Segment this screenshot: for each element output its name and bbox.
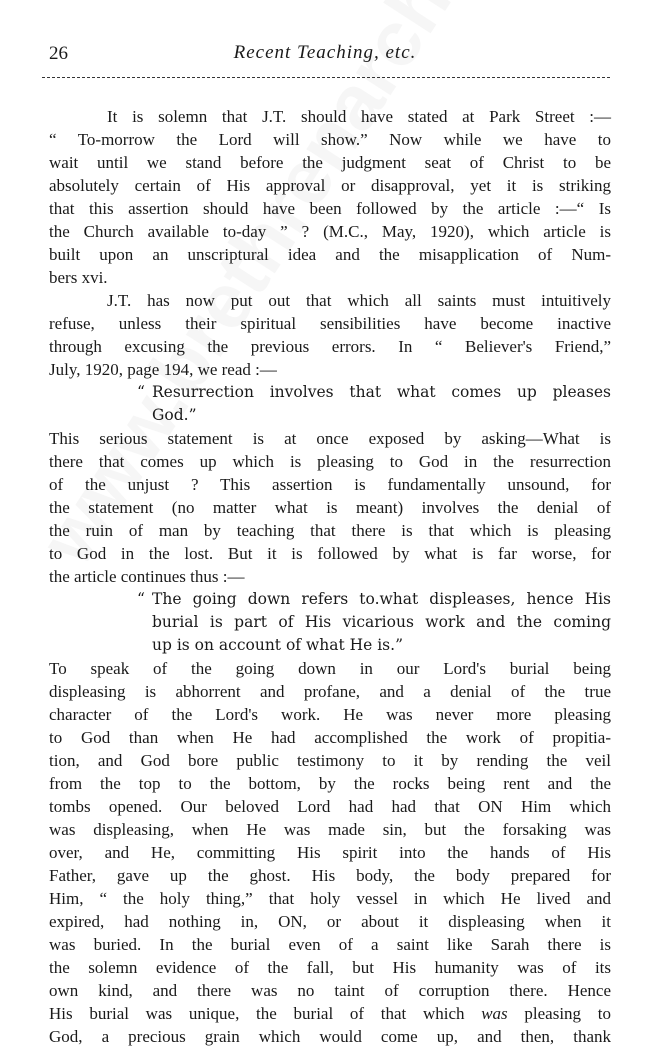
line-text: displeasing is abhorrent and profane, and a denial of the true [49, 682, 611, 701]
text-line [49, 841, 611, 864]
line-text: through excusing the previous errors. In “ Believer's Friend,” [49, 337, 611, 356]
line-text: wait until we stand before the judgment seat of Christ to be [49, 153, 611, 172]
line-text: Him, “ the holy thing,” that holy vessel in which He lived and [49, 889, 611, 908]
line-text: refuse, unless their spiritual sensibilities have become inactive [49, 314, 611, 333]
text-line [49, 381, 611, 404]
line-text: This serious statement is at once exposed by asking—What is [49, 429, 611, 448]
text-line [49, 795, 611, 818]
line-text: the solemn evidence of the fall, but His humanity was of its [49, 958, 611, 977]
text-line [49, 772, 611, 795]
text-line [49, 703, 611, 726]
line-text: expired, had nothing in, ON, or about it displeasing when it [49, 912, 611, 931]
text-line [49, 174, 611, 197]
running-title: Recent Teaching, etc. [233, 42, 417, 63]
text-line [49, 496, 611, 519]
line-text: “ To-morrow the Lord will show.” Now while we have to [49, 130, 611, 149]
line-text: tion, and God bore public testimony to it by rending the veil [49, 751, 611, 770]
line-text: pleasing to [507, 1004, 611, 1023]
text-line [49, 151, 611, 174]
line-text: was displeasing, when He was made sin, but the forsaking was [49, 820, 611, 839]
text-line [49, 243, 611, 266]
text-line [49, 1002, 611, 1025]
line-text: to God in the lost. But it is followed by what is far worse, for [49, 544, 611, 563]
line-text: tombs opened. Our beloved Lord had had that ON Him which [49, 797, 611, 816]
text-line [49, 1025, 611, 1048]
line-text: His burial was unique, the burial of that which [49, 1004, 482, 1023]
text-line [49, 220, 611, 243]
line-text: It is solemn that J.T. should have stated at Park Street :— [107, 107, 611, 126]
text-line [49, 105, 611, 128]
text-line [49, 726, 611, 749]
line-text: from the top to the bottom, by the rocks being rent and the [49, 774, 611, 793]
line-text: there that comes up which is pleasing to God in the resurrection [49, 452, 611, 471]
text-line [49, 887, 611, 910]
quote-mark: “ [137, 383, 145, 401]
page-body [49, 105, 611, 1048]
text-line [49, 956, 611, 979]
text-line [49, 910, 611, 933]
line-text: burial is part of His vicarious work and the coming [152, 613, 611, 631]
line-text: Resurrection involves that what comes up pleases [152, 383, 611, 401]
line-text: to God than when He had accomplished the work of propitia- [49, 728, 611, 747]
text-line [49, 611, 611, 634]
line-text: Father, gave up the ghost. His body, the body prepared for [49, 866, 611, 885]
text-line [49, 634, 611, 657]
line-text: God, a precious grain which would come up, and then, thank [49, 1027, 611, 1046]
text-line [49, 565, 611, 588]
line-text: the Church available to-day ” ? (M.C., May, 1920), which article is [49, 222, 611, 241]
text-line [49, 450, 611, 473]
text-line [49, 542, 611, 565]
line-text: up is on account of what He is.” [152, 636, 403, 654]
text-line [49, 818, 611, 841]
text-line [49, 519, 611, 542]
emphasis-text: was [481, 1004, 508, 1023]
page-number: 26 [49, 43, 68, 64]
text-line [49, 749, 611, 772]
text-line [49, 197, 611, 220]
text-line [49, 864, 611, 887]
text-line [49, 680, 611, 703]
text-line [49, 335, 611, 358]
text-line [49, 473, 611, 496]
line-text: The going down refers to.what displeases, hence His [152, 590, 611, 608]
line-text: over, and He, committing His spirit into the hands of His [49, 843, 611, 862]
text-line [49, 266, 611, 289]
quote-mark: “ [137, 590, 145, 608]
line-text: bers xvi. [49, 268, 108, 287]
line-text: the statement (no matter what is meant) involves the denial of [49, 498, 611, 517]
line-text: own kind, and there was no taint of corruption there. Hence [49, 981, 611, 1000]
line-text: the article continues thus :— [49, 567, 245, 586]
header-rule [42, 77, 610, 78]
text-line [49, 979, 611, 1002]
text-line [49, 657, 611, 680]
line-text: July, 1920, page 194, we read :— [49, 360, 277, 379]
line-text: of the unjust ? This assertion is fundamentally unsound, for [49, 475, 611, 494]
text-line [49, 588, 611, 611]
text-line [49, 128, 611, 151]
text-line [49, 289, 611, 312]
text-line [49, 358, 611, 381]
text-line [49, 427, 611, 450]
line-text: was buried. In the burial even of a saint like Sarah there is [49, 935, 611, 954]
line-text: J.T. has now put out that which all saints must intuitively [107, 291, 611, 310]
line-text: To speak of the going down in our Lord's burial being [49, 659, 611, 678]
line-text: the ruin of man by teaching that there is that which is pleasing [49, 521, 611, 540]
line-text: that this assertion should have been followed by the article :—“ Is [49, 199, 611, 218]
line-text: built upon an unscriptural idea and the misapplication of Num- [49, 245, 611, 264]
line-text: God.” [152, 406, 197, 424]
text-line [49, 933, 611, 956]
text-line [49, 312, 611, 335]
line-text: absolutely certain of His approval or disapproval, yet it is striking [49, 176, 611, 195]
line-text: character of the Lord's work. He was never more pleasing [49, 705, 611, 724]
text-line [49, 404, 611, 427]
